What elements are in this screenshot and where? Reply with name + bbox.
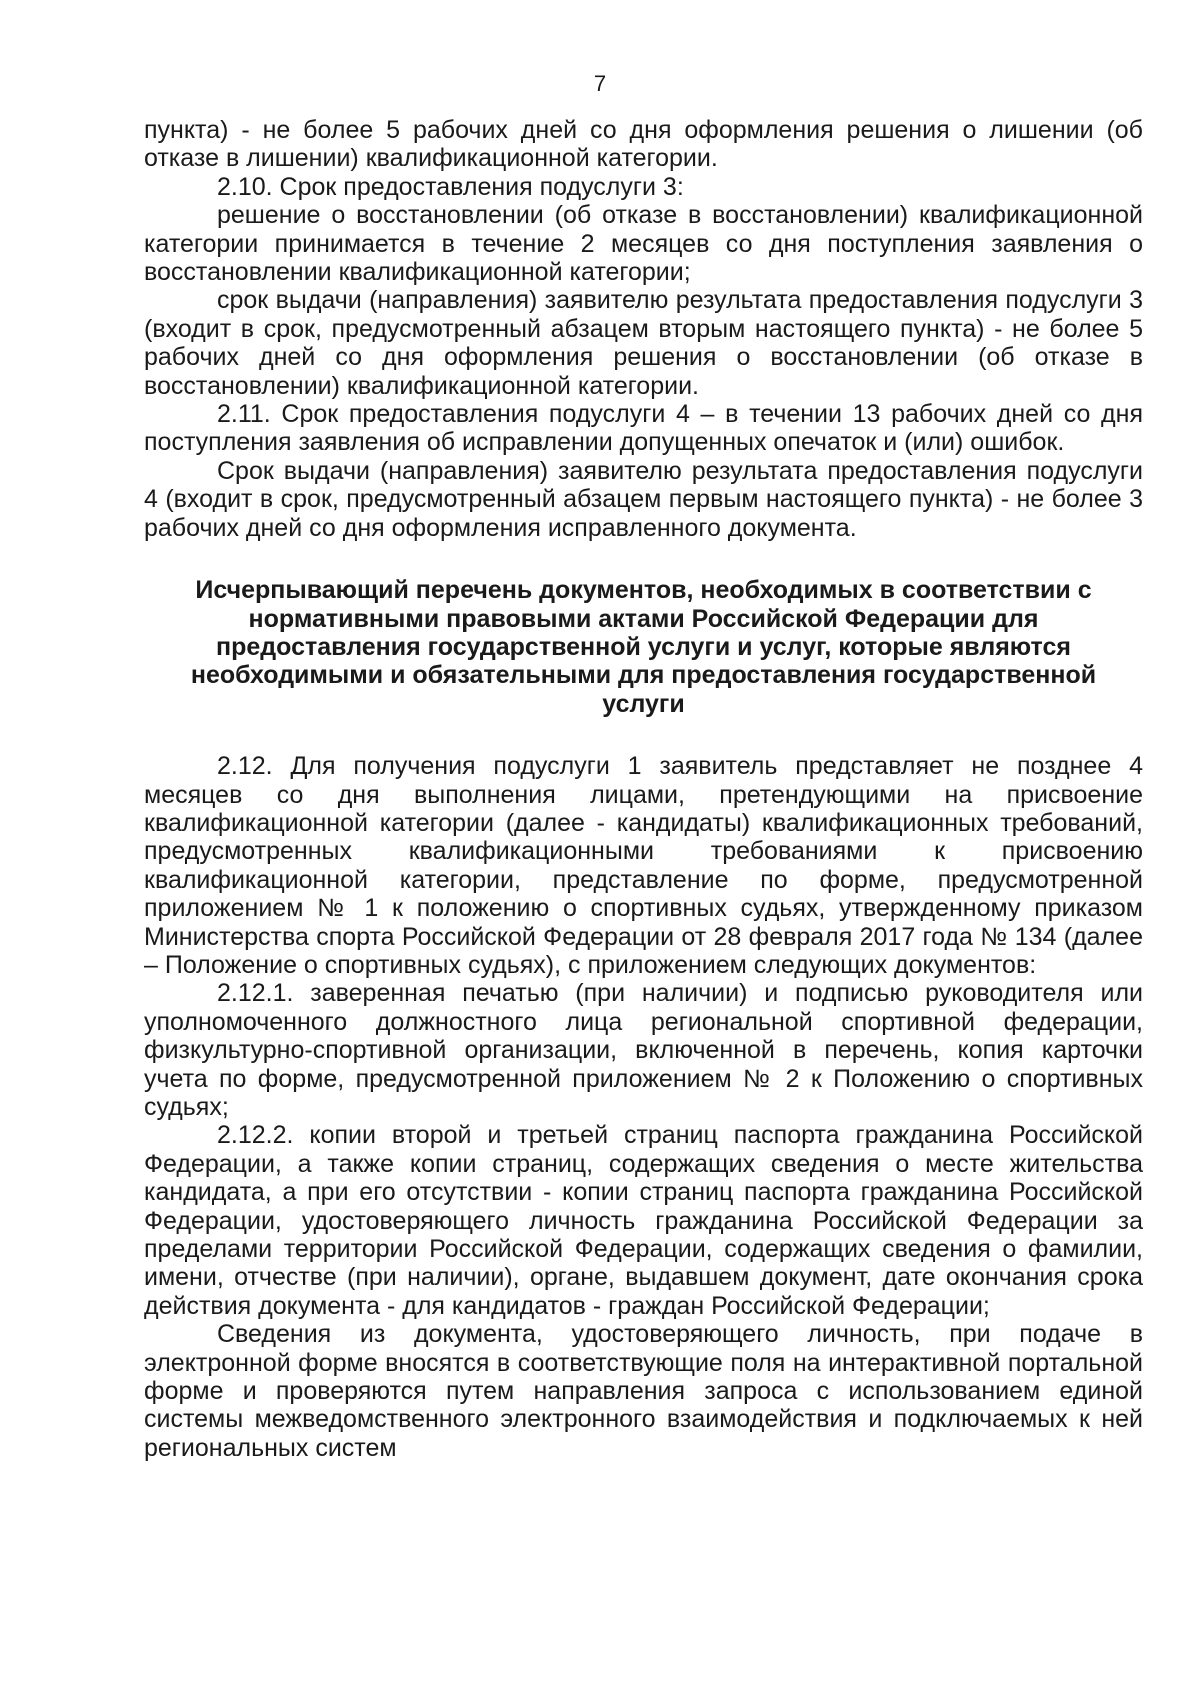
- paragraph-2-10-decision: решение о восстановлении (об отказе в восстановлении) квалификационной категории принимается в течение 2 месяцев со дня поступления заявления о восстановлении квалификационной категории;: [144, 201, 1143, 287]
- paragraph-2-10-issue-term: срок выдачи (направления) заявителю результата предоставления подуслуги 3 (входит в срок, предусмотренный абзацем вторым настоящего пункта) - не более 5 рабочих дней со дня оформления решения о восстановлении (об отказе в восстановлении) квалификационной категории.: [144, 286, 1143, 400]
- section-heading: Исчерпывающий перечень документов, необходимых в соответствии с нормативными правовыми актами Российской Федерации для предоставления государственной услуги и услуг, которые являются необходимыми и обязательными для предоставления государственной услуги: [190, 576, 1097, 718]
- paragraph-2-12-2: 2.12.2. копии второй и третьей страниц паспорта гражданина Российской Федерации, а также копии страниц, содержащих сведения о месте жительства кандидата, а при его отсутствии - копии страниц паспорта гражданина Российской Федерации, удостоверяющего личность гражданина Российской Федерации за пределами территории Российской Федерации, содержащих сведения о фамилии, имени, отчестве (при наличии), органе, выдавшем документ, дате окончания срока действия документа - для кандидатов - граждан Российской Федерации;: [144, 1121, 1143, 1320]
- paragraph-2-10: 2.10. Срок предоставления подуслуги 3:: [217, 172, 684, 201]
- paragraph-2-12: 2.12. Для получения подуслуги 1 заявитель представляет не позднее 4 месяцев со дня выполнения лицами, претендующими на присвоение квалификационной категории (далее - кандидаты) квалификационных требований, предусмотренных квалификационными требованиями к присвоению квалификационной категории, представление по форме, предусмотренной приложением № 1 к положению о спортивных судьях, утвержденному приказом Министерства спорта Российской Федерации от 28 февраля 2017 года № 134 (далее – Положение о спортивных судьях), с приложением следующих документов:: [144, 752, 1143, 979]
- paragraph-continuation: пункта) - не более 5 рабочих дней со дня оформления решения о лишении (об отказе в лишении) квалификационной категории.: [144, 116, 1143, 173]
- document-body: [144, 116, 1143, 1462]
- paragraph-2-12-1: 2.12.1. заверенная печатью (при наличии) и подписью руководителя или уполномоченного должностного лица региональной спортивной федерации, физкультурно-спортивной организации, включенной в перечень, копия карточки учета по форме, предусмотренной приложением № 2 к Положению о спортивных судьях;: [144, 979, 1143, 1121]
- paragraph-2-11-issue-term: Срок выдачи (направления) заявителю результата предоставления подуслуги 4 (входит в срок, предусмотренный абзацем первым настоящего пункта) - не более 3 рабочих дней со дня оформления исправленного документа.: [144, 456, 1143, 542]
- paragraph-identity-info: Сведения из документа, удостоверяющего личность, при подаче в электронной форме вносятся в соответствующие поля на интерактивной портальной форме и проверяются путем направления запроса с использованием единой системы межведомственного электронного взаимодействия и подключаемых к ней региональных систем: [144, 1320, 1143, 1462]
- paragraph-2-11: 2.11. Срок предоставления подуслуги 4 – в течении 13 рабочих дней со дня поступления заявления об исправлении допущенных опечаток и (или) ошибок.: [144, 400, 1143, 457]
- page-number: 7: [593, 71, 607, 96]
